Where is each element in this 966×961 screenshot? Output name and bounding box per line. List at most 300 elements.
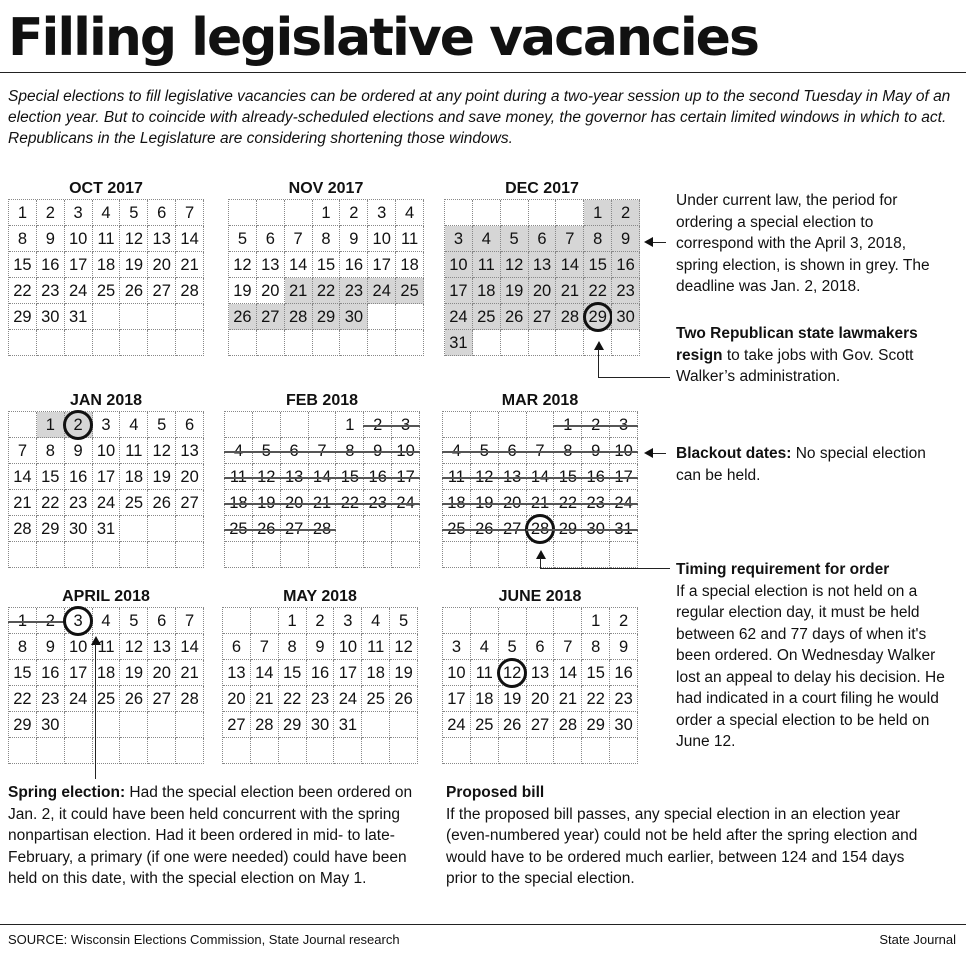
calendar-day: 10	[65, 226, 93, 252]
calendar-day: 12	[120, 226, 148, 252]
calendar-day: 16	[612, 252, 640, 278]
calendar-day: 27	[499, 516, 527, 542]
calendar-week	[225, 464, 420, 490]
calendar-title: DEC 2017	[505, 180, 579, 197]
calendar-day: 6	[529, 226, 557, 252]
calendar-day: 29	[584, 304, 612, 330]
resign-arrow-icon	[594, 341, 604, 350]
calendar-empty-cell	[501, 330, 529, 356]
calendar-day: 4	[443, 438, 471, 464]
calendar-day: 25	[443, 516, 471, 542]
calendar-day: 3	[65, 608, 93, 634]
calendar-day: 9	[37, 226, 65, 252]
calendar-day: 11	[473, 252, 501, 278]
calendar-week	[225, 516, 420, 542]
calendar-empty-cell	[362, 712, 390, 738]
calendar-empty-cell	[309, 412, 337, 438]
calendar-mar-2018	[442, 391, 638, 568]
calendar-week	[443, 438, 638, 464]
calendar-day: 17	[610, 464, 638, 490]
calendar-day: 20	[148, 660, 176, 686]
calendar-empty-cell	[313, 330, 341, 356]
calendar-empty-cell	[527, 738, 555, 764]
calendar-week	[443, 608, 638, 634]
calendar-grid	[442, 607, 638, 764]
calendar-day: 24	[93, 490, 121, 516]
calendar-day: 14	[527, 464, 555, 490]
calendar-day: 9	[612, 226, 640, 252]
calendar-day: 11	[396, 226, 424, 252]
calendar-week	[225, 542, 420, 568]
calendar-week	[443, 738, 638, 764]
calendar-empty-cell	[392, 516, 420, 542]
calendar-empty-cell	[471, 542, 499, 568]
calendar-day: 12	[148, 438, 176, 464]
calendar-day: 20	[223, 686, 251, 712]
calendar-day: 3	[368, 200, 396, 226]
calendar-week	[223, 738, 418, 764]
calendar-day: 21	[251, 686, 279, 712]
bottom-rule	[0, 924, 966, 925]
calendar-feb-2018	[224, 391, 420, 568]
calendar-day: 1	[9, 200, 37, 226]
calendar-day: 26	[229, 304, 257, 330]
calendar-day: 30	[612, 304, 640, 330]
calendar-day: 22	[9, 686, 37, 712]
calendar-empty-cell	[148, 542, 176, 568]
calendar-empty-cell	[527, 608, 555, 634]
calendar-week	[9, 330, 204, 356]
calendar-empty-cell	[610, 542, 638, 568]
calendar-day: 23	[610, 686, 638, 712]
calendar-day: 26	[499, 712, 527, 738]
date-circle-marker	[525, 514, 555, 544]
calendar-day: 4	[473, 226, 501, 252]
calendar-day: 15	[279, 660, 307, 686]
calendar-day: 16	[307, 660, 335, 686]
calendar-day: 24	[65, 686, 93, 712]
calendar-day: 7	[285, 226, 313, 252]
calendar-day: 13	[281, 464, 309, 490]
calendar-empty-cell	[392, 542, 420, 568]
calendar-day: 20	[148, 252, 176, 278]
calendar-empty-cell	[362, 738, 390, 764]
calendar-day: 30	[340, 304, 368, 330]
calendar-day: 12	[471, 464, 499, 490]
timing-connector-horizontal	[540, 568, 670, 569]
calendar-week	[9, 200, 204, 226]
calendar-may-2018	[222, 587, 418, 764]
calendar-empty-cell	[120, 542, 148, 568]
calendar-day: 29	[9, 304, 37, 330]
note-blackout-text: No special election can be held.	[676, 445, 926, 484]
calendar-day: 25	[120, 490, 148, 516]
calendar-week	[9, 252, 204, 278]
calendar-empty-cell	[285, 200, 313, 226]
calendar-day: 11	[93, 226, 121, 252]
calendar-day: 26	[120, 686, 148, 712]
calendar-week	[9, 660, 204, 686]
calendar-day: 7	[251, 634, 279, 660]
calendar-day: 17	[334, 660, 362, 686]
calendar-empty-cell	[582, 542, 610, 568]
calendar-empty-cell	[390, 738, 418, 764]
calendar-week	[9, 464, 204, 490]
calendar-day: 17	[65, 660, 93, 686]
calendar-day: 22	[584, 278, 612, 304]
calendar-day: 25	[93, 278, 121, 304]
note-current-law: Under current law, the period for ordering a special election to correspond with the April 3, 2018, spring election, is shown in grey. The deadline was Jan. 2, 2018.	[676, 192, 930, 295]
calendar-empty-cell	[176, 304, 204, 330]
calendar-apr-2018	[8, 587, 204, 764]
calendar-day: 18	[93, 252, 121, 278]
calendar-day: 8	[582, 634, 610, 660]
calendar-day: 1	[582, 608, 610, 634]
calendar-empty-cell	[120, 738, 148, 764]
calendar-day: 15	[584, 252, 612, 278]
calendar-week	[443, 464, 638, 490]
calendar-empty-cell	[65, 712, 93, 738]
note-timing	[676, 559, 961, 753]
calendar-empty-cell	[65, 738, 93, 764]
calendar-day: 21	[176, 660, 204, 686]
timing-arrow-icon	[536, 550, 546, 559]
calendar-day: 5	[253, 438, 281, 464]
calendar-day: 27	[529, 304, 557, 330]
calendar-empty-cell	[37, 330, 65, 356]
calendar-empty-cell	[279, 738, 307, 764]
calendar-day: 11	[93, 634, 121, 660]
calendar-empty-cell	[120, 516, 148, 542]
calendar-day: 10	[445, 252, 473, 278]
calendar-day: 15	[554, 464, 582, 490]
calendar-day: 25	[362, 686, 390, 712]
calendar-day: 13	[176, 438, 204, 464]
calendar-week	[225, 438, 420, 464]
calendar-day: 16	[582, 464, 610, 490]
calendar-day: 27	[281, 516, 309, 542]
calendar-day: 5	[148, 412, 176, 438]
calendar-day: 23	[65, 490, 93, 516]
calendar-nov-2017	[228, 179, 424, 356]
note-timing-head: Timing requirement for order	[676, 561, 890, 578]
calendar-day: 28	[176, 686, 204, 712]
calendar-day: 20	[529, 278, 557, 304]
calendar-day: 24	[443, 712, 471, 738]
calendar-day: 1	[37, 412, 65, 438]
calendar-empty-cell	[364, 542, 392, 568]
calendar-day: 14	[9, 464, 37, 490]
calendar-day: 26	[120, 278, 148, 304]
calendar-day: 20	[176, 464, 204, 490]
calendar-day: 2	[582, 412, 610, 438]
calendar-day: 1	[336, 412, 364, 438]
calendar-day: 22	[37, 490, 65, 516]
calendar-empty-cell	[93, 738, 121, 764]
calendar-day: 2	[307, 608, 335, 634]
calendar-day: 14	[251, 660, 279, 686]
calendar-week	[445, 200, 640, 226]
calendar-day: 6	[148, 200, 176, 226]
calendar-day: 23	[37, 278, 65, 304]
calendar-day: 4	[93, 608, 121, 634]
calendar-empty-cell	[443, 738, 471, 764]
note-blackout-bold: Blackout dates:	[676, 445, 792, 462]
calendar-day: 3	[93, 412, 121, 438]
calendar-day: 3	[392, 412, 420, 438]
calendar-day: 4	[93, 200, 121, 226]
blackout-arrow-icon	[644, 448, 653, 458]
calendar-day: 30	[307, 712, 335, 738]
calendar-week	[9, 516, 204, 542]
calendar-day: 1	[554, 412, 582, 438]
calendar-day: 30	[37, 712, 65, 738]
calendar-day: 28	[176, 278, 204, 304]
calendar-day: 6	[148, 608, 176, 634]
calendar-day: 13	[499, 464, 527, 490]
calendar-empty-cell	[257, 200, 285, 226]
calendar-day: 17	[368, 252, 396, 278]
calendar-day: 5	[499, 634, 527, 660]
calendar-empty-cell	[499, 608, 527, 634]
note-resign	[676, 323, 946, 388]
calendar-day: 22	[9, 278, 37, 304]
calendar-day: 4	[471, 634, 499, 660]
calendar-day: 2	[610, 608, 638, 634]
calendar-empty-cell	[309, 542, 337, 568]
calendar-empty-cell	[9, 542, 37, 568]
calendar-day: 22	[279, 686, 307, 712]
calendar-week	[443, 516, 638, 542]
calendar-empty-cell	[229, 200, 257, 226]
calendar-day: 14	[556, 252, 584, 278]
calendar-day: 26	[253, 516, 281, 542]
calendar-day: 8	[9, 226, 37, 252]
calendar-empty-cell	[473, 200, 501, 226]
calendar-day: 14	[309, 464, 337, 490]
calendar-jun-2018	[442, 587, 638, 764]
calendar-day: 7	[556, 226, 584, 252]
calendar-day: 26	[390, 686, 418, 712]
calendar-day: 13	[529, 252, 557, 278]
calendar-day: 5	[471, 438, 499, 464]
calendar-week	[229, 278, 424, 304]
calendar-day: 5	[120, 200, 148, 226]
calendar-empty-cell	[120, 330, 148, 356]
calendar-empty-cell	[9, 330, 37, 356]
calendar-day: 9	[307, 634, 335, 660]
calendar-day: 30	[582, 516, 610, 542]
calendar-day: 23	[37, 686, 65, 712]
calendar-day: 10	[93, 438, 121, 464]
calendar-day: 31	[445, 330, 473, 356]
calendar-day: 5	[120, 608, 148, 634]
calendar-day: 25	[93, 686, 121, 712]
calendar-day: 4	[396, 200, 424, 226]
calendar-empty-cell	[582, 738, 610, 764]
calendar-day: 11	[443, 464, 471, 490]
calendar-week	[229, 304, 424, 330]
calendar-day: 24	[65, 278, 93, 304]
calendar-empty-cell	[471, 412, 499, 438]
calendar-day: 27	[257, 304, 285, 330]
calendar-empty-cell	[368, 330, 396, 356]
calendar-day: 5	[229, 226, 257, 252]
calendar-empty-cell	[37, 738, 65, 764]
calendar-empty-cell	[148, 738, 176, 764]
note-bill-text: If the proposed bill passes, any special election in an election year (even-numbered year) could not be held after the spring election and would have to be ordered much earlier, between 124 and 154 days prior to the special election.	[446, 805, 918, 887]
calendar-empty-cell	[93, 542, 121, 568]
calendar-day: 18	[396, 252, 424, 278]
calendar-empty-cell	[499, 738, 527, 764]
calendar-day: 29	[279, 712, 307, 738]
calendar-day: 6	[281, 438, 309, 464]
calendar-title: JAN 2018	[69, 392, 143, 409]
calendar-day: 28	[527, 516, 555, 542]
calendar-day: 10	[334, 634, 362, 660]
calendar-day: 1	[9, 608, 37, 634]
calendar-day: 8	[37, 438, 65, 464]
calendar-day: 9	[65, 438, 93, 464]
calendar-day: 24	[368, 278, 396, 304]
calendar-title: NOV 2017	[288, 180, 364, 197]
calendar-grid	[224, 411, 420, 568]
calendar-empty-cell	[443, 412, 471, 438]
calendar-day: 29	[37, 516, 65, 542]
spring-arrow-icon	[91, 636, 101, 645]
calendar-empty-cell	[499, 542, 527, 568]
calendar-empty-cell	[176, 712, 204, 738]
calendar-day: 13	[148, 634, 176, 660]
calendar-empty-cell	[148, 712, 176, 738]
calendar-day: 4	[120, 412, 148, 438]
note-spring-text: Had the special election been ordered on Jan. 2, it could have been held concurrent with the spring nonpartisan election. Had it been ordered in mid- to late-February, a primary (if one were needed) could have been held on this date, with the special election on May 1.	[8, 784, 413, 887]
calendar-day: 21	[556, 278, 584, 304]
calendar-week	[223, 608, 418, 634]
calendar-empty-cell	[612, 330, 640, 356]
calendar-grid	[8, 199, 204, 356]
calendar-day: 18	[225, 490, 253, 516]
calendar-empty-cell	[120, 712, 148, 738]
calendar-grid	[8, 607, 204, 764]
calendar-week	[229, 252, 424, 278]
calendar-week	[443, 490, 638, 516]
note-blackout	[676, 443, 946, 486]
calendar-day: 22	[313, 278, 341, 304]
calendar-day: 7	[176, 608, 204, 634]
calendar-week	[443, 634, 638, 660]
current-law-arrow-line	[652, 242, 666, 243]
calendar-day: 3	[334, 608, 362, 634]
calendar-week	[443, 412, 638, 438]
calendar-day: 18	[93, 660, 121, 686]
calendar-day: 21	[554, 686, 582, 712]
note-resign-bold: Two Republican state lawmakers resign	[676, 325, 918, 364]
calendar-title: APRIL 2018	[62, 588, 150, 605]
calendar-day: 27	[223, 712, 251, 738]
calendar-day: 14	[554, 660, 582, 686]
calendar-empty-cell	[368, 304, 396, 330]
calendar-empty-cell	[251, 738, 279, 764]
calendar-day: 27	[527, 712, 555, 738]
calendar-day: 20	[257, 278, 285, 304]
calendar-empty-cell	[176, 330, 204, 356]
calendar-empty-cell	[364, 516, 392, 542]
calendar-day: 14	[176, 226, 204, 252]
note-resign-text: to take jobs with Gov. Scott Walker’s administration.	[676, 346, 914, 385]
calendar-empty-cell	[340, 330, 368, 356]
calendar-day: 7	[9, 438, 37, 464]
calendar-day: 24	[334, 686, 362, 712]
note-timing-text: If a special election is not held on a regular election day, it must be held between 62 and 77 days of when it's been ordered. On Wednesday Walker lost an appeal to delay his decision. He had indicated in a court filing he would order a special election to be held on June 12.	[676, 582, 945, 750]
calendar-empty-cell	[610, 738, 638, 764]
note-proposed-bill	[446, 782, 936, 890]
calendar-empty-cell	[336, 542, 364, 568]
credit-line: State Journal	[879, 932, 956, 947]
calendar-week	[9, 634, 204, 660]
calendar-day: 6	[499, 438, 527, 464]
calendar-empty-cell	[396, 330, 424, 356]
calendar-empty-cell	[443, 608, 471, 634]
calendar-empty-cell	[285, 330, 313, 356]
blackout-arrow-line	[652, 453, 666, 454]
calendar-day: 31	[93, 516, 121, 542]
calendar-day: 24	[392, 490, 420, 516]
calendar-empty-cell	[334, 738, 362, 764]
calendar-day: 24	[610, 490, 638, 516]
calendar-empty-cell	[120, 304, 148, 330]
calendar-day: 11	[225, 464, 253, 490]
calendar-empty-cell	[9, 738, 37, 764]
calendar-day: 16	[340, 252, 368, 278]
calendar-empty-cell	[65, 542, 93, 568]
calendar-day: 19	[120, 252, 148, 278]
calendar-day: 4	[225, 438, 253, 464]
calendar-day: 2	[37, 200, 65, 226]
calendar-week	[443, 686, 638, 712]
calendar-day: 23	[582, 490, 610, 516]
calendar-empty-cell	[527, 412, 555, 438]
calendar-day: 2	[37, 608, 65, 634]
calendar-day: 7	[309, 438, 337, 464]
source-line: SOURCE: Wisconsin Elections Commission, State Journal research	[8, 932, 400, 947]
calendar-day: 30	[37, 304, 65, 330]
calendar-empty-cell	[501, 200, 529, 226]
calendar-day: 29	[313, 304, 341, 330]
calendar-day: 7	[554, 634, 582, 660]
calendar-empty-cell	[529, 330, 557, 356]
calendar-day: 23	[340, 278, 368, 304]
calendar-oct-2017	[8, 179, 204, 356]
calendar-day: 18	[120, 464, 148, 490]
calendar-title: MAR 2018	[501, 392, 579, 409]
calendar-day: 7	[176, 200, 204, 226]
calendar-empty-cell	[148, 330, 176, 356]
calendar-grid	[442, 411, 638, 568]
calendar-day: 16	[37, 252, 65, 278]
calendar-day: 27	[176, 490, 204, 516]
calendar-empty-cell	[554, 738, 582, 764]
calendar-day: 15	[9, 252, 37, 278]
calendar-day: 31	[610, 516, 638, 542]
resign-connector-vertical	[598, 349, 599, 378]
calendar-day: 20	[527, 686, 555, 712]
calendar-day: 18	[443, 490, 471, 516]
calendar-day: 25	[396, 278, 424, 304]
calendar-day: 19	[471, 490, 499, 516]
calendar-week	[445, 278, 640, 304]
calendar-day: 27	[148, 686, 176, 712]
